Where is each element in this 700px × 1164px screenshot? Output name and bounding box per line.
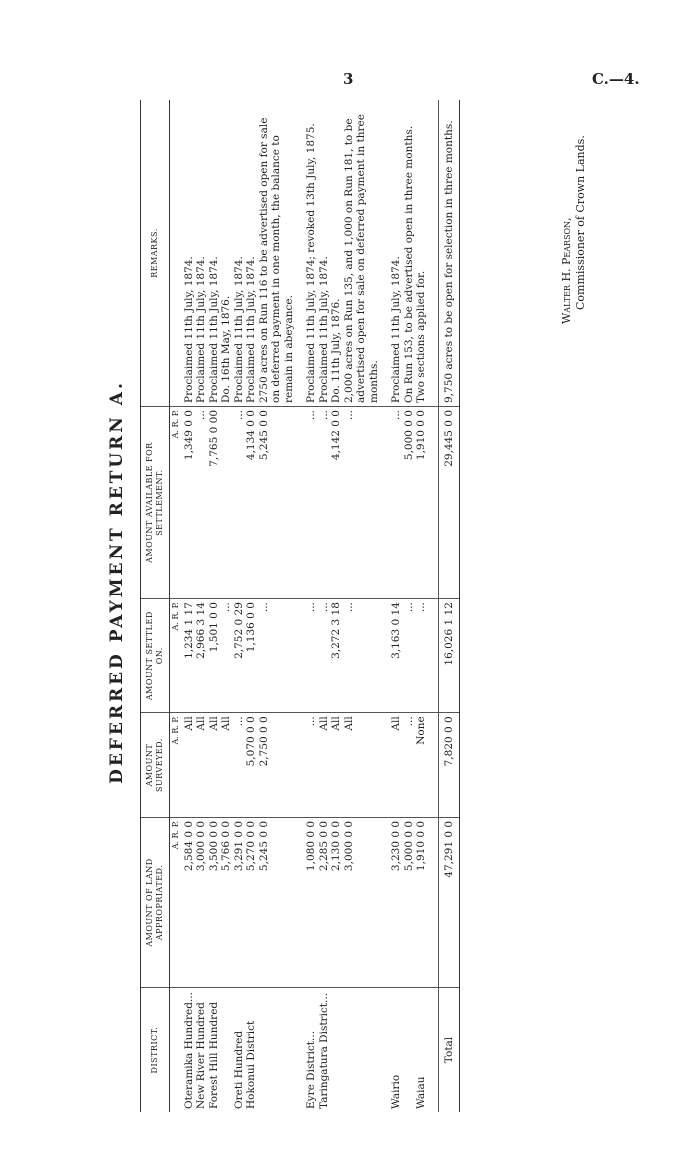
page-title: DEFERRED PAYMENT RETURN A.	[107, 380, 127, 784]
remarks-cell: Two sections applied for.	[415, 100, 428, 407]
header-appropriated: AMOUNT OF LAND APPROPRIATED.	[141, 817, 170, 987]
surveyed-cell: All	[183, 713, 196, 818]
district-cell: Taringatura District...	[317, 992, 330, 1109]
settled-cell: ...	[258, 599, 296, 713]
district-cell: Oreti Hundred	[232, 1030, 245, 1109]
surveyed-cell: None	[415, 713, 428, 818]
remarks-cell: Proclaimed 11th July, 1874.	[208, 100, 221, 407]
surveyed-cell: All	[318, 713, 331, 818]
table-row	[220, 100, 233, 1112]
settled-cell: 3,163 0 14	[390, 599, 403, 713]
remarks-cell: Do. 11th July, 1876.	[330, 100, 343, 407]
surveyed-cell: 2,750 0 0	[258, 713, 296, 818]
district-cell	[330, 988, 343, 1113]
available-cell: ...	[305, 407, 318, 599]
header-available: AMOUNT AVAILABLE FOR SETTLEMENT.	[141, 407, 170, 599]
settled-cell: ...	[318, 599, 331, 713]
available-cell: 4,134 0 0	[245, 407, 258, 599]
total-appropriated: 47,291 0 0	[438, 817, 459, 987]
table-row	[318, 100, 331, 1112]
remarks-cell: Proclaimed 11th July, 1874.	[245, 100, 258, 407]
remarks-cell: Proclaimed 11th July, 1874.	[183, 100, 196, 407]
surveyed-cell: ...	[403, 713, 416, 818]
table-row	[245, 100, 258, 1112]
surveyed-cell: All	[195, 713, 208, 818]
available-cell: 1,349 0 0	[183, 407, 196, 599]
header-district: DISTRICT.	[141, 988, 170, 1113]
signatory-name: Walter H. Pearson,	[560, 217, 573, 324]
appropriated-cell: 5,766 0 0	[220, 817, 233, 987]
unit-label: A. R. P.	[170, 599, 183, 713]
remarks-cell: Proclaimed 11th July, 1874.	[390, 100, 403, 407]
remarks-cell: 2,000 acres on Run 135, and 1,000 on Run 181, to be advertised open for sale on deferred payment in three months.	[343, 100, 381, 407]
settled-cell: 1,501 0 0	[208, 599, 221, 713]
settled-cell: ...	[415, 599, 428, 713]
appropriated-cell: 1,080 0 0	[305, 817, 318, 987]
remarks-cell: Proclaimed 11th July, 1874.	[318, 100, 331, 407]
header-remarks: REMARKS.	[141, 100, 170, 407]
page-number: 3	[343, 70, 354, 88]
header-surveyed: AMOUNT SURVEYED.	[141, 713, 170, 818]
available-cell: ...	[390, 407, 403, 599]
district-cell	[220, 988, 233, 1113]
total-surveyed: 7,820 0 0	[438, 713, 459, 818]
district-cell: Oteramika Hundred...	[182, 992, 195, 1109]
table-row	[183, 100, 196, 1112]
table-row	[390, 100, 403, 1112]
surveyed-cell: ...	[233, 713, 246, 818]
total-label: Total	[438, 988, 459, 1113]
table-row	[343, 100, 381, 1112]
available-cell	[220, 407, 233, 599]
remarks-cell: On Run 153, to be advertised open in three months.	[403, 100, 416, 407]
unit-label: A. R. P.	[170, 713, 183, 818]
total-remarks: 9,750 acres to be open for selection in three months.	[438, 100, 459, 407]
table-row	[305, 100, 318, 1112]
settled-cell: ...	[403, 599, 416, 713]
remarks-cell: Do. 16th May, 1876.	[220, 100, 233, 407]
document-code: C.—4.	[592, 70, 640, 88]
appropriated-cell: 3,500 0 0	[208, 817, 221, 987]
signatory-title: Commissioner of Crown Lands.	[574, 135, 587, 310]
appropriated-cell: 1,910 0 0	[415, 817, 428, 987]
available-cell: 4,142 0 0	[330, 407, 343, 599]
surveyed-cell: All	[220, 713, 233, 818]
appropriated-cell: 5,270 0 0	[245, 817, 258, 987]
settled-cell: 1,136 0 0	[245, 599, 258, 713]
total-settled: 16,026 1 12	[438, 599, 459, 713]
surveyed-cell: All	[343, 713, 381, 818]
appropriated-cell: 2,584 0 0	[183, 817, 196, 987]
district-cell: Hokonui District	[245, 1020, 257, 1109]
district-cell	[258, 988, 296, 1113]
surveyed-cell: All	[390, 713, 403, 818]
table-row	[233, 100, 246, 1112]
unit-label: A. R. P.	[170, 407, 183, 599]
table-row	[208, 100, 221, 1112]
surveyed-cell: ...	[305, 713, 318, 818]
remarks-cell: Proclaimed 11th July, 1874.	[195, 100, 208, 407]
table-row	[415, 100, 428, 1112]
settled-cell: ...	[343, 599, 381, 713]
surveyed-cell: All	[208, 713, 221, 818]
appropriated-cell: 3,000 0 0	[343, 817, 381, 987]
table-row	[403, 100, 416, 1112]
settled-cell: 1,234 1 17	[183, 599, 196, 713]
district-cell: Forest Hill Hundred	[207, 1001, 220, 1109]
available-cell: 7,765 0 00	[208, 407, 221, 599]
available-cell: ...	[343, 407, 381, 599]
available-cell: 5,245 0 0	[258, 407, 296, 599]
signature-block	[560, 135, 588, 324]
appropriated-cell: 5,000 0 0	[403, 817, 416, 987]
remarks-cell: Proclaimed 11th July, 1874; revoked 13th July, 1875.	[305, 100, 318, 407]
total-available: 29,445 0 0	[438, 407, 459, 599]
district-cell: Eyre District...	[305, 1030, 317, 1109]
available-cell: 5,000 0 0	[403, 407, 416, 599]
appropriated-cell: 3,291 0 0	[233, 817, 246, 987]
settled-cell: 3,272 3 18	[330, 599, 343, 713]
table-row	[195, 100, 208, 1112]
appropriated-cell: 5,245 0 0	[258, 817, 296, 987]
district-cell	[343, 988, 381, 1113]
appropriated-cell: 2,130 0 0	[330, 817, 343, 987]
remarks-cell: 2750 acres on Run 116 to be advertised open for sale on deferred payment in one month, the balance to remain in abeyance.	[258, 100, 296, 407]
remarks-cell: Proclaimed 11th July, 1874.	[233, 100, 246, 407]
total-row	[438, 100, 459, 1112]
district-cell	[403, 988, 416, 1113]
appropriated-cell: 2,285 0 0	[318, 817, 331, 987]
available-cell: ...	[318, 407, 331, 599]
district-cell: Wairio	[390, 1074, 402, 1109]
settled-cell: 2,752 0 29	[233, 599, 246, 713]
appropriated-cell: 3,230 0 0	[390, 817, 403, 987]
header-settled: AMOUNT SETTLED ON.	[141, 599, 170, 713]
available-cell: ...	[195, 407, 208, 599]
available-cell: ...	[233, 407, 246, 599]
settled-cell: ...	[220, 599, 233, 713]
settled-cell: ...	[305, 599, 318, 713]
surveyed-cell: 5,070 0 0	[245, 713, 258, 818]
deferred-payment-table	[140, 100, 460, 1112]
available-cell: 1,910 0 0	[415, 407, 428, 599]
surveyed-cell: All	[330, 713, 343, 818]
district-cell: Waiau	[415, 1076, 427, 1109]
table-row	[330, 100, 343, 1112]
table-row	[258, 100, 296, 1112]
unit-label: A. R. P.	[170, 817, 183, 987]
district-cell: New River Hundred	[195, 1002, 207, 1109]
appropriated-cell: 3,000 0 0	[195, 817, 208, 987]
settled-cell: 2,966 3 14	[195, 599, 208, 713]
